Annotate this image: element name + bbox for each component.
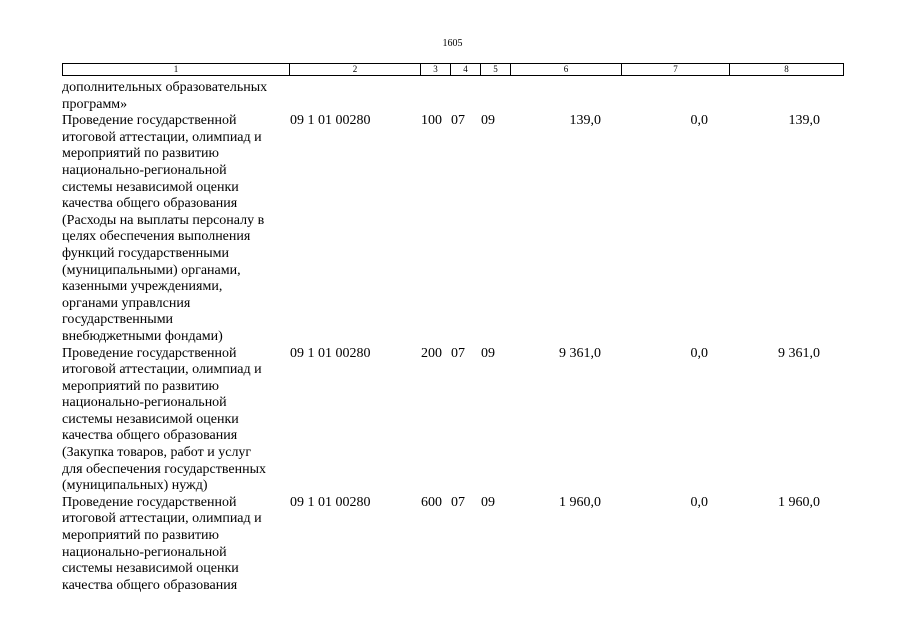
row-pr: 09 bbox=[481, 494, 495, 510]
table-row bbox=[62, 113, 820, 345]
text-line: итоговой аттестации, олимпиад и bbox=[62, 129, 262, 145]
continuation-row bbox=[62, 80, 820, 113]
text-line: национально-региональной bbox=[62, 162, 227, 178]
text-line: мероприятий по развитию bbox=[62, 528, 220, 544]
text-line: внебюджетными фондами) bbox=[62, 328, 223, 344]
row-total: 9 361,0 bbox=[778, 345, 820, 361]
row-amount: 9 361,0 bbox=[559, 345, 601, 361]
header-col-1: 1 bbox=[63, 64, 290, 76]
text-line: программ» bbox=[62, 96, 128, 112]
text-line: национально-региональной bbox=[62, 395, 227, 411]
text-line: (Расходы на выплаты персоналу в bbox=[62, 212, 265, 228]
table-row bbox=[62, 495, 820, 595]
table-body bbox=[62, 80, 820, 594]
row-vr: 200 bbox=[421, 345, 442, 361]
text-line: (муниципальных) нужд) bbox=[62, 478, 208, 494]
header-col-2: 2 bbox=[290, 64, 421, 76]
row-change: 0,0 bbox=[690, 113, 708, 129]
text-line: целях обеспечения выполнения bbox=[62, 229, 251, 245]
text-line: государственными bbox=[62, 312, 174, 328]
header-col-5: 5 bbox=[481, 64, 511, 76]
text-line: Проведение государственной bbox=[62, 113, 237, 129]
row-change: 0,0 bbox=[690, 494, 708, 510]
text-line: (Закупка товаров, работ и услуг bbox=[62, 445, 252, 461]
row-code: 09 1 01 00280 bbox=[290, 494, 371, 510]
text-line: национально-региональной bbox=[62, 544, 227, 560]
header-col-4: 4 bbox=[451, 64, 481, 76]
row-name bbox=[62, 346, 290, 495]
text-line: качества общего образования bbox=[62, 577, 238, 593]
text-line: для обеспечения государственных bbox=[62, 461, 266, 477]
row-total: 1 960,0 bbox=[778, 494, 820, 510]
row-pr: 09 bbox=[481, 113, 495, 129]
row-pr: 09 bbox=[481, 345, 495, 361]
header-col-8: 8 bbox=[730, 64, 844, 76]
row-amount: 139,0 bbox=[569, 113, 601, 129]
text-line: качества общего образования bbox=[62, 196, 238, 212]
text-line: системы независимой оценки bbox=[62, 411, 239, 427]
header-col-3: 3 bbox=[421, 64, 451, 76]
text-line: Проведение государственной bbox=[62, 345, 237, 361]
row-total: 139,0 bbox=[788, 113, 820, 129]
row-rz: 07 bbox=[451, 113, 465, 129]
row-name bbox=[62, 113, 290, 345]
row-vr: 600 bbox=[421, 494, 442, 510]
text-line: органами управлсния bbox=[62, 295, 191, 311]
row-code: 09 1 01 00280 bbox=[290, 113, 371, 129]
row-name bbox=[62, 495, 290, 595]
text-line: итоговой аттестации, олимпиад и bbox=[62, 362, 262, 378]
text-line: мероприятий по развитию bbox=[62, 378, 220, 394]
table-row bbox=[62, 346, 820, 495]
text-line: (муниципальными) органами, bbox=[62, 262, 241, 278]
text-line: системы независимой оценки bbox=[62, 561, 239, 577]
row-amount: 1 960,0 bbox=[559, 494, 601, 510]
page-number: 1605 bbox=[442, 38, 463, 49]
row-change: 0,0 bbox=[690, 345, 708, 361]
row-rz: 07 bbox=[451, 494, 465, 510]
row-rz: 07 bbox=[451, 345, 465, 361]
row-vr: 100 bbox=[421, 113, 442, 129]
row-code: 09 1 01 00280 bbox=[290, 345, 371, 361]
text-line: качества общего образования bbox=[62, 428, 238, 444]
text-line: мероприятий по развитию bbox=[62, 146, 220, 162]
text-line: Проведение государственной bbox=[62, 494, 237, 510]
text-line: системы независимой оценки bbox=[62, 179, 239, 195]
header-col-6: 6 bbox=[511, 64, 622, 76]
text-line: казенными учреждениями, bbox=[62, 279, 223, 295]
text-line: итоговой аттестации, олимпиад и bbox=[62, 511, 262, 527]
table-header bbox=[62, 63, 844, 76]
text-line: функций государственными bbox=[62, 245, 230, 261]
header-col-7: 7 bbox=[622, 64, 730, 76]
text-line: дополнительных образовательных bbox=[62, 80, 268, 95]
continuation-text bbox=[62, 80, 290, 113]
